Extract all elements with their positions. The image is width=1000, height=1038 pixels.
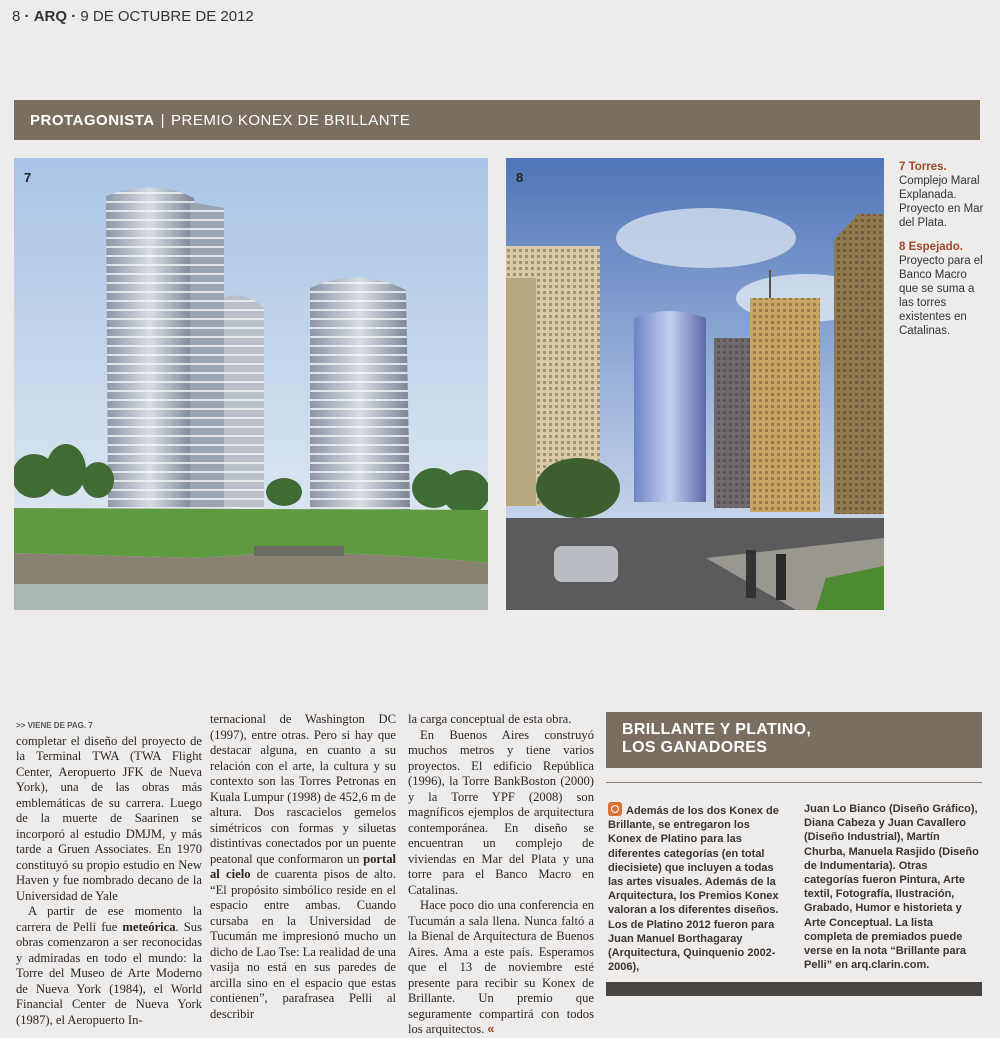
box-bottom-bar [606,982,982,996]
pedestrian [746,550,756,598]
paragraph: la carga conceptual de esta obra. [408,712,572,726]
low-pavilion [254,546,344,556]
right-tower [834,214,884,514]
caption-7 [899,160,989,230]
dark-tower [714,338,750,508]
box-divider [606,782,982,783]
photo-number: 8 [516,170,524,185]
end-mark: « [487,1022,495,1036]
jump-line: >> VIENE DE PAG. 7 [16,721,93,730]
catalinas-illustration [506,158,884,610]
box-title-line: BRILLANTE Y PLATINO, [622,721,812,738]
paragraph: En Buenos Aires construyó muchos metros y tiene varios proyectos. El edificio República (1996), la Torre BankBoston (2000) y la Torre YPF (2008) son magníficos ejemplos de arquitectura contemporánea. En diseño se encuentran un complejo de viviendas en Mar del Plata y una torre para el Banco Macro en Catalinas. [408,727,594,897]
issue-date: 9 DE OCTUBRE DE 2012 [80,8,254,25]
page-folio: 8 · ARQ · 9 DE OCTUBRE DE 2012 [12,8,254,25]
emphasis: portal al cielo [210,851,396,881]
emphasis: meteórica [122,919,176,934]
caption-lead: 8 Espejado. [899,241,963,253]
box-column-1 [608,802,786,974]
caption-8 [899,240,989,338]
paragraph: ternacional de Washington DC (1997), entre otras. Pero si hay que destacar alguna, en cuanto a su relación con el arte, la cultura y su contexto son las Torres Petronas en Kuala Lumpur (1998) de 452,6 m de altura. Dos rascacielos gemelos simétricos con formas y siluetas distintivas conectados por un puente peatonal que conformaron un portal al cielo de cuarenta pisos de alto. “El propósito simbólico reside en el espacio entre ambas. Cuando cursaba en la Universidad de Tucumán me impresionó mucho un dicho de Lao Tse: La realidad de una vasija no está en sus paredes de arcilla sino en el espacio que estas contienen”, parafrasea Pelli al describir [210,712,396,1021]
article-column-3 [408,712,594,1038]
caption-lead: 7 Torres. [899,161,947,173]
section-header-bar [14,100,980,140]
paragraph: A partir de ese momento la carrera de Pelli fue meteórica. Sus obras comenzaron a ser reconocidas y admiradas en todo el mundo: la Torre del Museo de Arte Moderno de Nueva York (1984), el World Financial Center de Nueva York (1987), el Aeropuerto In- [16,904,202,1027]
page-number: 8 [12,8,21,25]
mirror-tower [634,311,706,502]
section-separator: | [160,111,166,129]
pedestrian [776,554,786,600]
photo-catalinas-towers [506,158,884,610]
street-tree [536,458,620,518]
section-kicker: PROTAGONISTA [30,111,155,129]
bullet-icon [608,802,622,816]
tower-right [310,277,410,510]
rocky-shore [14,553,488,584]
photo-captions [899,160,989,348]
box-title-line: LOS GANADORES [622,739,768,756]
gold-tower [750,270,820,512]
sea [14,584,488,610]
section-title: PREMIO KONEX DE BRILLANTE [171,111,411,129]
section-name: ARQ [33,8,68,25]
article-column-1 [16,720,202,1028]
box-text: Juan Lo Bianco (Diseño Gráfico), Diana Cabeza y Juan Cavallero (Diseño Industrial), Martín Churba, Manuela Rasjido (Diseño de Indumentaria). Otras categorías fueron Pintura, Arte textil, Fotografía, Ilustración, Grabado, Humor e historieta y Arte Conceptual. La lista completa de premiados puede verse en la nota “Brillante para Pelli” en arq.clarin.com. [804,803,979,972]
photo-maral-towers [14,158,488,610]
caption-text: Complejo Maral Explanada. Proyecto en Mar del Plata. [899,175,984,229]
photo-number: 7 [24,170,32,185]
car [554,546,618,582]
sidebar-box-title [606,712,982,768]
towers-illustration [14,158,488,610]
box-column-2 [804,802,982,972]
paragraph: completar el diseño del proyecto de la Terminal TWA (TWA Flight Center, Aeropuerto JFK de Nueva York), una de las obras más emblemáticas de su carrera. Luego de la muerte de Saarinen se incorporó al estudio DMJM, y más tarde a Gruen Associates. En 1970 constituyó su propio estudio en New Haven y fue nombrado decano de la Universidad de Yale [16,733,202,903]
article-column-2 [210,712,396,1022]
box-text: Además de los dos Konex de Brillante, se entregaron los Konex de Platino para las diferentes categorías (en total diecisiete) que incluyen a todas las artes visuales. Además de la Arquitectura, los Premios Konex valoran a los diferentes diseños. Los de Platino 2012 fueron para Juan Manuel Borthagaray (Arquitectura, Quinquenio 2002-2006), [608,805,779,974]
paragraph: Hace poco dio una conferencia en Tucumán a sala llena. Nunca faltó a la Bienal de Arquitectura de Buenos Aires. Ama a este país. Esperamos que el 13 de noviembre esté presente para recibir su Konex de Brillante. Un premio que seguramente compartirá con todos los arquitectos. « [408,898,594,1036]
caption-text: Proyecto para el Banco Macro que se suma a las torres existentes en Catalinas. [899,255,983,337]
